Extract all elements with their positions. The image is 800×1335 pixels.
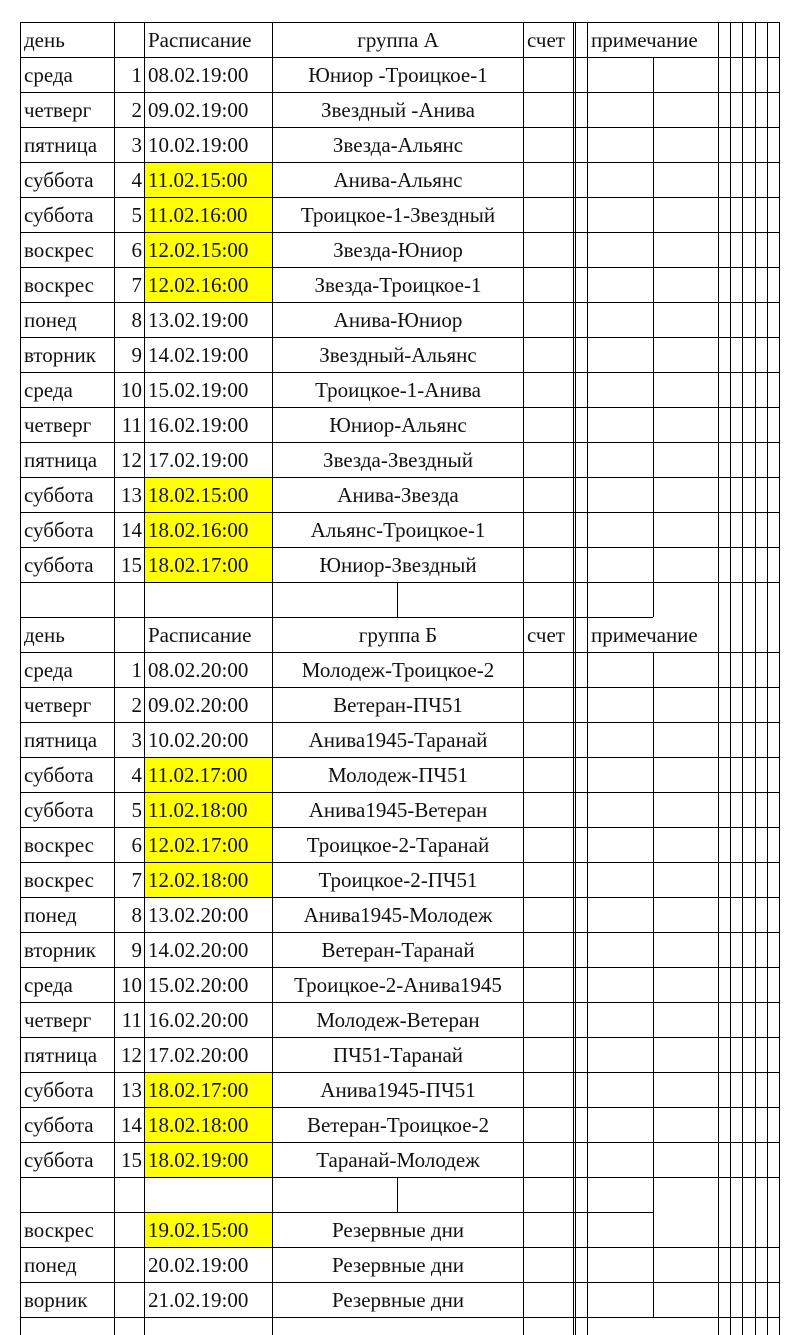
grid-row-line (20, 1317, 780, 1318)
row-datetime: 16.02.20:00 (148, 1008, 249, 1032)
row-day: понед (24, 903, 77, 927)
row-datetime: 08.02.19:00 (148, 63, 249, 87)
header-note: примечание (591, 623, 698, 647)
row-datetime: 14.02.20:00 (148, 938, 249, 962)
row-match: Ветеран-ПЧ51 (333, 693, 463, 717)
grid-note-divider (653, 687, 654, 722)
grid-note-divider (653, 442, 654, 477)
row-day: среда (24, 378, 73, 402)
grid-note-divider (653, 1247, 654, 1282)
grid-note-divider (653, 512, 654, 547)
grid-row-line (20, 407, 780, 408)
row-number: 1 (131, 63, 142, 87)
row-day: суббота (24, 483, 94, 507)
grid-note-divider (653, 582, 654, 617)
row-number: 1 (131, 658, 142, 682)
header-group: группа Б (358, 623, 438, 647)
header-note: примечание (591, 28, 698, 52)
reserve-label: Резервные дни (331, 1288, 465, 1312)
header-group: группа А (357, 28, 439, 52)
row-number: 15 (121, 553, 142, 577)
grid-column-line (730, 22, 731, 1335)
grid-note-divider (653, 1072, 654, 1107)
grid-row-line (20, 827, 780, 828)
row-day: среда (24, 63, 73, 87)
row-day: суббота (24, 1113, 94, 1137)
row-match: Звезда-Юниор (333, 238, 463, 262)
row-match: Таранай-Молодеж (316, 1148, 480, 1172)
grid-note-divider (653, 197, 654, 232)
row-datetime: 11.02.15:00 (145, 163, 272, 197)
grid-column-line (779, 22, 780, 1335)
reserve-datetime: 20.02.19:00 (148, 1253, 249, 1277)
grid-row-line (20, 1177, 780, 1178)
reserve-day: воскрес (24, 1218, 94, 1242)
header-score: счет (527, 623, 565, 647)
grid-column-line (718, 22, 719, 1335)
grid-column-line (767, 22, 768, 1335)
row-datetime: 11.02.18:00 (145, 793, 272, 827)
row-match: Ветеран-Таранай (321, 938, 475, 962)
row-match: Звезда-Троицкое-1 (314, 273, 482, 297)
row-match: Ветеран-Троицкое-2 (306, 1113, 490, 1137)
row-number: 3 (131, 728, 142, 752)
grid-column-line (144, 22, 145, 1335)
grid-note-divider (653, 127, 654, 162)
grid-row-line (20, 687, 780, 688)
row-day: суббота (24, 763, 94, 787)
grid-row-line (20, 127, 780, 128)
row-datetime: 18.02.18:00 (145, 1108, 272, 1142)
grid-column-line (575, 22, 576, 1335)
row-number: 9 (131, 343, 142, 367)
grid-note-divider (653, 372, 654, 407)
grid-row-line (20, 92, 780, 93)
grid-note-divider (653, 232, 654, 267)
row-day: пятница (24, 448, 98, 472)
reserve-day: понед (24, 1253, 77, 1277)
row-match: Анива1945-Ветеран (308, 798, 488, 822)
row-day: суббота (24, 1148, 94, 1172)
row-datetime: 10.02.20:00 (148, 728, 249, 752)
row-match: Троицкое-1-Звездный (300, 203, 496, 227)
row-day: пятница (24, 133, 98, 157)
row-datetime: 18.02.16:00 (145, 513, 272, 547)
grid-note-divider (653, 1107, 654, 1142)
row-number: 10 (121, 973, 142, 997)
header-schedule: Расписание (148, 623, 252, 647)
row-match: Троицкое-1-Анива (315, 378, 481, 402)
grid-note-divider (653, 722, 654, 757)
grid-row-line (20, 652, 780, 653)
row-number: 11 (121, 1008, 142, 1032)
row-number: 10 (121, 378, 142, 402)
row-day: понед (24, 308, 77, 332)
row-match: Анива-Альянс (333, 168, 463, 192)
row-number: 7 (131, 273, 142, 297)
row-datetime: 14.02.19:00 (148, 343, 249, 367)
header-schedule: Расписание (148, 28, 252, 52)
header-day: день (24, 623, 65, 647)
row-match: Звездный -Анива (321, 98, 475, 122)
row-match: ПЧ51-Таранай (332, 1043, 464, 1067)
grid-row-line (20, 967, 780, 968)
grid-column-line (587, 22, 588, 1335)
grid-row-line (20, 1247, 780, 1248)
reserve-label: Резервные дни (331, 1218, 465, 1242)
row-number: 15 (121, 1148, 142, 1172)
grid-column-line (20, 22, 21, 1335)
row-datetime: 08.02.20:00 (148, 658, 249, 682)
row-day: среда (24, 658, 73, 682)
grid-row-line (20, 22, 780, 23)
grid-row-line (20, 1282, 780, 1283)
reserve-datetime: 19.02.15:00 (145, 1213, 272, 1247)
grid-note-divider (653, 652, 654, 687)
grid-note-divider (653, 302, 654, 337)
row-datetime: 10.02.19:00 (148, 133, 249, 157)
header-day: день (24, 28, 65, 52)
grid-separator-divider (397, 582, 398, 617)
grid-row-line (20, 1002, 780, 1003)
grid-note-divider (653, 1282, 654, 1317)
grid-column-line (755, 22, 756, 1335)
row-datetime: 11.02.16:00 (145, 198, 272, 232)
grid-row-line (20, 162, 780, 163)
row-number: 12 (121, 448, 142, 472)
grid-row-line (20, 1142, 780, 1143)
row-datetime: 15.02.20:00 (148, 973, 249, 997)
row-number: 3 (131, 133, 142, 157)
grid-row-line (20, 1072, 780, 1073)
grid-row-line (20, 1037, 780, 1038)
row-datetime: 17.02.19:00 (148, 448, 249, 472)
row-day: суббота (24, 203, 94, 227)
row-datetime: 18.02.17:00 (145, 548, 272, 582)
grid-row-line (20, 477, 780, 478)
row-match: Альянс-Троицкое-1 (310, 518, 486, 542)
row-number: 5 (131, 798, 142, 822)
row-number: 13 (121, 483, 142, 507)
grid-note-divider (653, 337, 654, 372)
grid-row-line (20, 792, 780, 793)
row-number: 13 (121, 1078, 142, 1102)
grid-note-divider (653, 862, 654, 897)
row-datetime: 11.02.17:00 (145, 758, 272, 792)
grid-row-line (20, 232, 780, 233)
row-number: 5 (131, 203, 142, 227)
grid-row-line (20, 302, 780, 303)
row-number: 11 (121, 413, 142, 437)
row-number: 2 (131, 98, 142, 122)
grid-note-divider (653, 1177, 654, 1212)
row-day: суббота (24, 553, 94, 577)
grid-note-divider (653, 547, 654, 582)
grid-note-divider (653, 162, 654, 197)
row-day: воскрес (24, 273, 94, 297)
grid-row-line (20, 722, 780, 723)
row-datetime: 12.02.17:00 (145, 828, 272, 862)
row-number: 14 (121, 1113, 142, 1137)
row-match: Троицкое-2-Анива1945 (294, 973, 502, 997)
row-number: 8 (131, 903, 142, 927)
row-number: 14 (121, 518, 142, 542)
row-datetime: 09.02.20:00 (148, 693, 249, 717)
row-match: Молодеж-Ветеран (316, 1008, 480, 1032)
grid-separator-divider (397, 1177, 398, 1212)
grid-row-line (20, 757, 780, 758)
grid-note-divider (653, 267, 654, 302)
grid-note-divider (653, 407, 654, 442)
row-match: Молодеж-ПЧ51 (327, 763, 469, 787)
row-day: суббота (24, 798, 94, 822)
row-day: воскрес (24, 833, 94, 857)
grid-note-divider (653, 477, 654, 512)
grid-column-line (272, 22, 273, 1335)
row-match: Юниор-Альянс (329, 413, 467, 437)
grid-row-line (20, 512, 780, 513)
row-day: воскрес (24, 238, 94, 262)
grid-row-line (20, 57, 780, 58)
row-datetime: 13.02.19:00 (148, 308, 249, 332)
grid-note-divider (653, 1037, 654, 1072)
header-score: счет (527, 28, 565, 52)
row-day: суббота (24, 168, 94, 192)
grid-row-line (20, 267, 780, 268)
row-datetime: 18.02.17:00 (145, 1073, 272, 1107)
row-match: Юниор-Звездный (319, 553, 477, 577)
grid-row-line (20, 1107, 780, 1108)
grid-note-divider (653, 1002, 654, 1037)
row-number: 12 (121, 1043, 142, 1067)
row-match: Анива1945-Таранай (308, 728, 488, 752)
row-datetime: 13.02.20:00 (148, 903, 249, 927)
row-day: вторник (24, 938, 96, 962)
row-day: четверг (24, 1008, 92, 1032)
grid-column-line (523, 22, 524, 1335)
grid-note-divider (653, 967, 654, 1002)
row-day: четверг (24, 413, 92, 437)
grid-column-line (742, 22, 743, 1335)
row-number: 6 (131, 238, 142, 262)
row-day: четверг (24, 693, 92, 717)
row-day: суббота (24, 1078, 94, 1102)
row-match: Звездный-Альянс (319, 343, 477, 367)
row-number: 7 (131, 868, 142, 892)
row-day: пятница (24, 1043, 98, 1067)
row-datetime: 09.02.19:00 (148, 98, 249, 122)
grid-row-line (20, 582, 780, 583)
row-datetime: 17.02.20:00 (148, 1043, 249, 1067)
grid-row-line (20, 547, 780, 548)
grid-column-line (114, 22, 115, 1335)
grid-row-line (20, 932, 780, 933)
reserve-datetime: 21.02.19:00 (148, 1288, 249, 1312)
grid-note-divider (653, 57, 654, 92)
row-day: четверг (24, 98, 92, 122)
row-match: Звезда-Звездный (323, 448, 473, 472)
row-match: Анива1945-ПЧ51 (320, 1078, 476, 1102)
grid-note-divider (653, 1212, 654, 1247)
row-day: среда (24, 973, 73, 997)
row-day: воскрес (24, 868, 94, 892)
row-number: 2 (131, 693, 142, 717)
row-day: вторник (24, 343, 96, 367)
row-number: 4 (131, 168, 142, 192)
grid-note-divider (653, 827, 654, 862)
grid-row-line (20, 862, 780, 863)
row-match: Анива1945-Молодеж (303, 903, 493, 927)
row-match: Анива-Звезда (337, 483, 459, 507)
reserve-label: Резервные дни (331, 1253, 465, 1277)
row-datetime: 12.02.15:00 (145, 233, 272, 267)
row-datetime: 18.02.15:00 (145, 478, 272, 512)
grid-row-line (20, 897, 780, 898)
row-number: 9 (131, 938, 142, 962)
row-match: Молодеж-Троицкое-2 (301, 658, 495, 682)
row-day: пятница (24, 728, 98, 752)
row-datetime: 12.02.16:00 (145, 268, 272, 302)
row-match: Троицкое-2-Таранай (306, 833, 490, 857)
grid-note-divider (653, 757, 654, 792)
grid-column-line (573, 22, 574, 1335)
row-datetime: 16.02.19:00 (148, 413, 249, 437)
grid-note-divider (653, 897, 654, 932)
row-number: 4 (131, 763, 142, 787)
row-number: 6 (131, 833, 142, 857)
row-match: Звезда-Альянс (332, 133, 464, 157)
row-number: 8 (131, 308, 142, 332)
reserve-day: ворник (24, 1288, 88, 1312)
grid-row-line (20, 337, 780, 338)
row-match: Анива-Юниор (333, 308, 463, 332)
grid-row-line (20, 442, 780, 443)
row-match: Юниор -Троицкое-1 (308, 63, 488, 87)
row-day: суббота (24, 518, 94, 542)
row-datetime: 15.02.19:00 (148, 378, 249, 402)
grid-row-line (20, 197, 780, 198)
grid-row-line (20, 372, 780, 373)
row-datetime: 12.02.18:00 (145, 863, 272, 897)
row-match: Троицкое-2-ПЧ51 (318, 868, 478, 892)
grid-note-divider (653, 92, 654, 127)
row-datetime: 18.02.19:00 (145, 1143, 272, 1177)
grid-note-divider (653, 1142, 654, 1177)
grid-note-divider (653, 932, 654, 967)
grid-note-divider (653, 792, 654, 827)
